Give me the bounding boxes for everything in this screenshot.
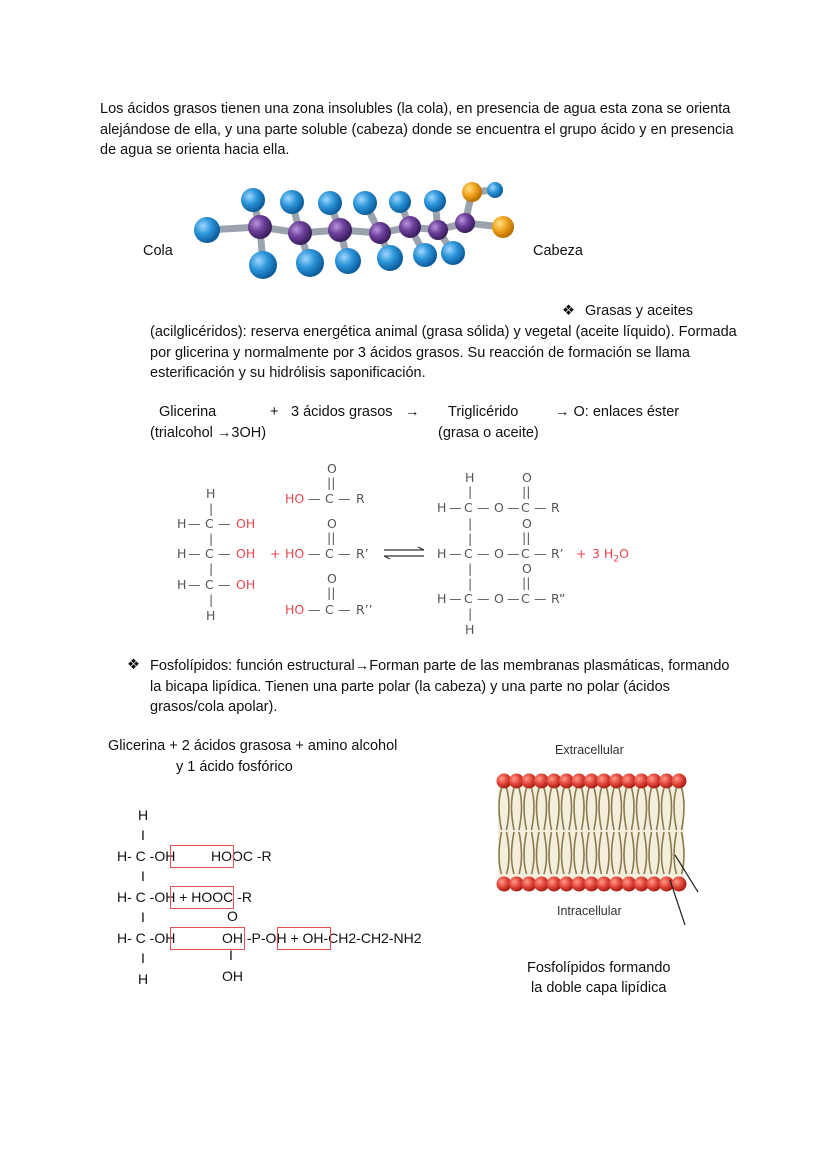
atom-h: H [177,516,187,531]
bond: — [449,500,462,515]
reaction-box [277,927,331,950]
bond: — [308,491,321,506]
bond: | [468,576,473,591]
atom-c: C [464,546,473,561]
r-group: R” [551,591,566,606]
r-group: R’ [551,546,564,561]
bond: — [477,591,490,606]
hydroxyl: OH [236,516,256,531]
atom-o: O [327,571,337,586]
bond: — [218,516,231,531]
bond: — [308,546,321,561]
atom-o: O [494,500,504,515]
atom-o: O [494,546,504,561]
bond: — [338,491,351,506]
atom-c: C [325,602,334,617]
r-group: R’ [356,546,369,561]
bond: | [468,516,473,531]
bond: — [338,602,351,617]
atom-c: C [521,500,530,515]
formula-row1: H- C -OH [117,848,176,864]
atom-o: O [327,516,337,531]
atom-h: H [465,622,475,637]
eq-trialcohol: (trialcohol →3OH) [150,425,267,441]
plus-sign: + [270,546,281,561]
bond: — [188,577,201,592]
membrane-caption-1: Fosfolípidos formando [527,960,671,976]
atom-c: C [205,577,214,592]
eq-esters: → O: enlaces éster [555,404,680,420]
bond: — [218,546,231,561]
atom-c: C [464,500,473,515]
eq-arrow: → [405,404,420,420]
bond: — [507,591,520,606]
bond: || [327,530,336,545]
eq-trigliceride: Triglicérido [448,404,519,420]
formula-row2: H- C -OH + HOOC -R [117,889,252,905]
atom-h: H [465,470,475,485]
bond: || [327,475,336,490]
formula-row3: H- C -OH [117,930,176,946]
bullet-icon: ❖ [127,657,140,673]
bond: || [327,585,336,600]
reaction-box [170,927,245,950]
bond: || [522,530,531,545]
hydroxyl: HO [285,546,305,561]
formula-row3-phosphate: OH -P-OH + OH-CH2-CH2-NH2 [222,930,422,946]
bond: || [522,575,531,590]
formula-oh-bottom: OH [222,968,243,984]
atom-h: H [437,591,447,606]
bond: | [209,531,214,546]
r-group: R [356,491,365,506]
eq-grasa: (grasa o aceite) [438,425,539,441]
atom-c: C [205,516,214,531]
atom-c: C [205,546,214,561]
atom-o: O [494,591,504,606]
atom-o: O [522,561,532,576]
atom-o: O [522,516,532,531]
bond: | [468,484,473,499]
atom-h: H [177,577,187,592]
atom-c: C [464,591,473,606]
bond: | [209,592,214,607]
hydroxyl: HO [285,602,305,617]
atom-o: O [327,461,337,476]
formula-line2: y 1 ácido fosfórico [176,759,293,775]
eq-acidos: 3 ácidos grasos [291,404,393,420]
hydroxyl: OH [236,577,256,592]
atom-c: C [325,546,334,561]
formula-o-top: O [227,908,238,924]
grasas-title: Grasas y aceites [585,303,694,319]
atom-h: H [437,500,447,515]
r-group: R’’ [356,602,373,617]
membrane-caption-2: la doble capa lipídica [531,980,667,996]
bond: | [209,501,214,516]
water: 3 $H_2O$ [592,546,629,565]
bond: — [308,602,321,617]
extracellular-label: Extracellular [555,743,624,757]
bullet-icon: ❖ [562,303,575,319]
formula-bond: I [141,827,145,843]
lipid-bilayer-diagram [490,760,705,930]
bond: — [449,591,462,606]
formula-bond: I [141,950,145,966]
r-group: R [551,500,560,515]
bond: — [449,546,462,561]
bond: — [534,546,547,561]
atom-h: H [206,608,216,623]
hydroxyl: OH [236,546,256,561]
atom-h: H [437,546,447,561]
formula-bond: I [141,868,145,884]
bond: — [477,546,490,561]
bond: | [468,561,473,576]
bond: — [507,546,520,561]
eq-glicerina: Glicerina [159,404,217,420]
eq-plus: + [270,404,279,420]
bond: — [534,500,547,515]
bond: | [209,561,214,576]
intracellular-label: Intracellular [557,904,622,918]
atom-c: C [521,546,530,561]
atom-h: H [177,546,187,561]
bond: — [188,516,201,531]
phospholipid-head [672,774,687,789]
atom-o: O [522,470,532,485]
grasas-text: (acilglicéridos): reserva energética animal (grasa sólida) y vegetal (aceite líquido). Formada por glicerina y normalmente por 3 ácidos grasos. Su reacción de formación se llama esterificación y su hidrólisis saponificación. [150,324,737,381]
bond: — [534,591,547,606]
intro-paragraph: Los ácidos grasos tienen una zona insolubles (la cola), en presencia de agua esta zona se orienta alejándose de ella, y una parte soluble (cabeza) donde se encuentra el grupo ácido y en presencia de agua se orienta hacia ella. [100,101,734,158]
bond: — [338,546,351,561]
formula-row1-acid: HOOC -R [211,848,272,864]
bond: | [468,606,473,621]
formula-bond: I [229,947,233,963]
atom-c: C [521,591,530,606]
head-label: Cabeza [533,243,583,259]
bond: || [522,484,531,499]
formula-h-top: H [138,807,149,823]
bond: — [188,546,201,561]
bond: — [507,500,520,515]
tail-label: Cola [143,243,173,259]
bond: | [468,531,473,546]
reaction-box [170,845,234,868]
atom-h: H [206,486,216,501]
atom-c: C [325,491,334,506]
reaction-box [170,886,234,909]
formula-line1: Glicerina + 2 ácidos grasosa + amino alcohol [108,738,398,754]
plus-sign: + [576,546,587,561]
phospholipid-head [672,877,687,892]
formula-bond: I [141,909,145,925]
formula-h-bottom: H [138,971,149,987]
hydroxyl: HO [285,491,305,506]
bond: — [477,500,490,515]
fosfo-text: Fosfolípidos: función estructural→Forman parte de las membranas plasmáticas, formando la bicapa lipídica. Tienen una parte polar (la cabeza) y una parte no polar (ácidos grasos/cola apolar). [150,658,730,715]
bond: — [218,577,231,592]
equilibrium-arrow-icon [382,546,426,560]
